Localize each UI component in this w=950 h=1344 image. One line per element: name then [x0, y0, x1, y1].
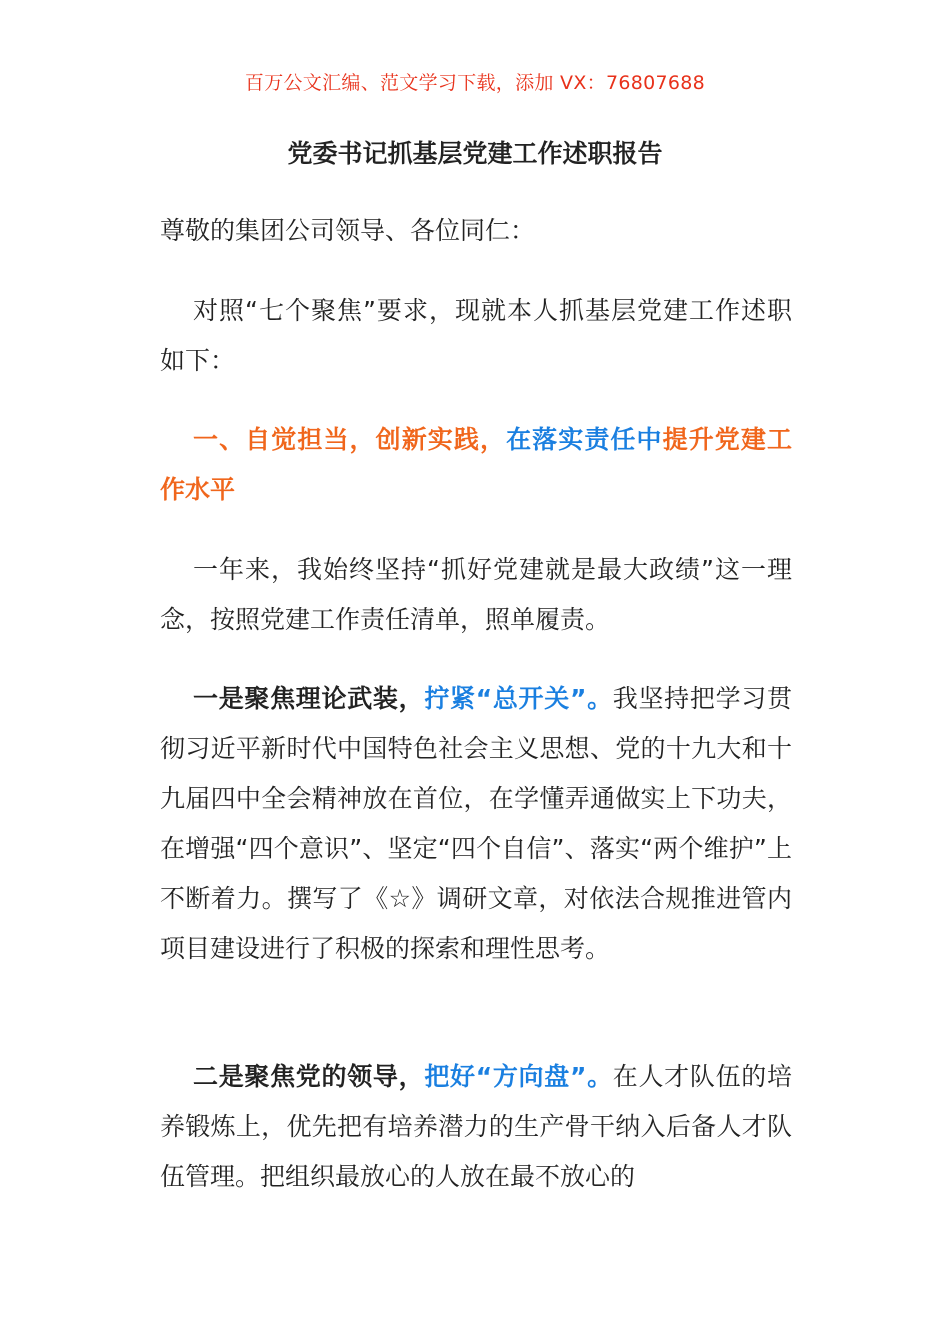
- item-1-highlight: 拧紧“总开关”。: [424, 684, 613, 713]
- item-2-body: 在人才队伍的培养锻炼上，优先把有培养潜力的生产骨干纳入后备人才队伍管理。把组织最放心的人放在最不放心的: [160, 1062, 792, 1191]
- section-1-heading-part-a: 一、自觉担当，创新实践，: [193, 425, 507, 454]
- item-2-lead: 二是聚焦党的领导，: [193, 1062, 425, 1091]
- item-1-lead: 一是聚焦理论武装，: [193, 684, 425, 713]
- item-1-body: 我坚持把学习贯彻习近平新时代中国特色社会主义思想、党的十九大和十九届四中全会精神放在首位，在学懂弄通做实上下功夫，在增强“四个意识”、坚定“四个自信”、落实“两个维护”上不断着力。撰写了《☆》调研文章，对依法合规推进管内项目建设进行了积极的探索和理性思考。: [160, 684, 792, 963]
- salutation: 尊敬的集团公司领导、各位同仁：: [160, 216, 536, 245]
- item-2-paragraph: [160, 1052, 792, 1202]
- section-1-body: 一年来，我始终坚持“抓好党建就是最大政绩”这一理念，按照党建工作责任清单，照单履责。: [160, 555, 792, 634]
- section-1-heading: [160, 415, 792, 515]
- item-1-paragraph: [160, 674, 792, 974]
- item-2-highlight: 把好“方向盘”。: [424, 1062, 613, 1091]
- header-note: 百万公文汇编、范文学习下载，添加 VX：76807688: [244, 72, 706, 94]
- section-1-heading-part-c: 提升党建工作水平: [160, 425, 792, 504]
- document-title: 党委书记抓基层党建工作述职报告: [287, 139, 663, 168]
- intro-paragraph: 对照“七个聚焦”要求，现就本人抓基层党建工作述职如下：: [160, 296, 792, 375]
- section-1-heading-part-b: 在落实责任中: [506, 425, 663, 454]
